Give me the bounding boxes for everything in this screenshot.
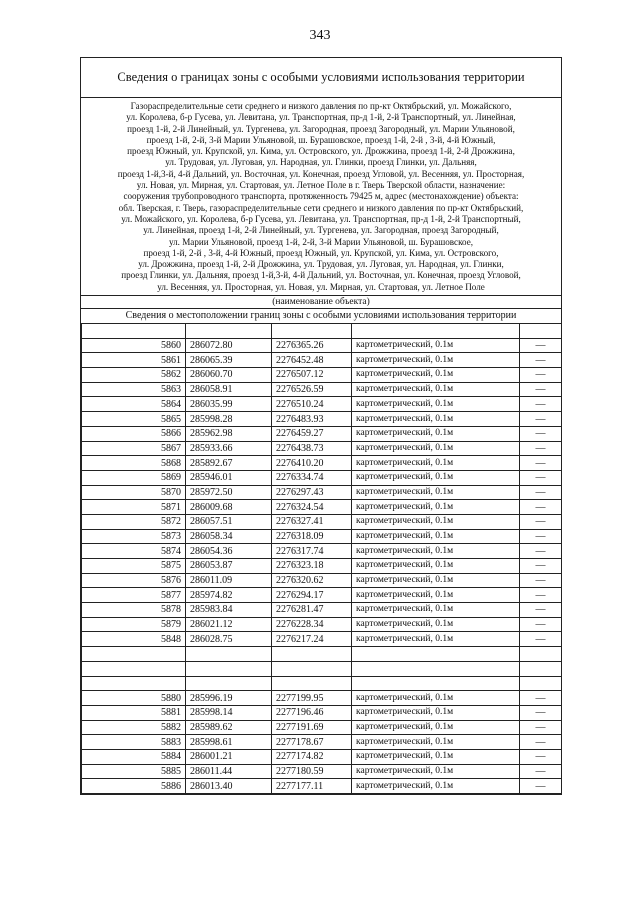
- y-coordinate-cell: 2276510.24: [272, 397, 352, 412]
- point-number-cell: 5879: [82, 617, 186, 632]
- x-coordinate-cell: 286021.12: [186, 617, 272, 632]
- y-coordinate-cell: 2276327.41: [272, 514, 352, 529]
- method-cell: картометрический, 0.1м: [352, 338, 520, 353]
- blank-row: [82, 647, 562, 662]
- accuracy-mark-cell: —: [520, 368, 562, 383]
- method-cell: [352, 676, 520, 691]
- point-number-cell: 5861: [82, 353, 186, 368]
- table-row: [82, 485, 562, 500]
- x-coordinate-cell: 285946.01: [186, 470, 272, 485]
- y-coordinate-cell: 2276483.93: [272, 412, 352, 427]
- description-line: Газораспределительные сети среднего и низкого давления по пр-кт Октябрьский, ул. Можайского,: [130, 101, 512, 111]
- method-cell: картометрический, 0.1м: [352, 691, 520, 706]
- x-coordinate-cell: [186, 647, 272, 662]
- table-row: [82, 441, 562, 456]
- point-number-cell: 5874: [82, 544, 186, 559]
- description-line: обл. Тверская, г. Тверь, газораспределительные сети среднего и низкого давления по пр-кт Октябрьский,: [118, 202, 524, 213]
- method-cell: картометрический, 0.1м: [352, 617, 520, 632]
- x-coordinate-cell: 286058.91: [186, 382, 272, 397]
- y-coordinate-cell: 2276297.43: [272, 485, 352, 500]
- object-name-caption: (наименование объекта): [81, 295, 561, 308]
- point-number-cell: 5872: [82, 514, 186, 529]
- table-row: [82, 529, 562, 544]
- method-cell: картометрический, 0.1м: [352, 368, 520, 383]
- y-coordinate-cell: 2276323.18: [272, 559, 352, 574]
- y-coordinate-cell: 2276507.12: [272, 368, 352, 383]
- point-number-cell: 5868: [82, 456, 186, 471]
- y-coordinate-cell: [272, 647, 352, 662]
- table-row: [82, 764, 562, 779]
- accuracy-mark-cell: —: [520, 559, 562, 574]
- accuracy-mark-cell: —: [520, 691, 562, 706]
- x-coordinate-cell: 286054.36: [186, 544, 272, 559]
- table-row: [82, 456, 562, 471]
- method-cell: картометрический, 0.1м: [352, 485, 520, 500]
- y-coordinate-cell: 2276324.54: [272, 500, 352, 515]
- point-number-cell: 5865: [82, 412, 186, 427]
- method-cell: картометрический, 0.1м: [352, 470, 520, 485]
- x-coordinate-cell: 286028.75: [186, 632, 272, 647]
- point-number-cell: 5875: [82, 559, 186, 574]
- y-coordinate-cell: 2277196.46: [272, 705, 352, 720]
- y-coordinate-cell: 2277191.69: [272, 720, 352, 735]
- method-cell: [352, 324, 520, 339]
- x-coordinate-cell: 285998.28: [186, 412, 272, 427]
- x-coordinate-cell: 286065.39: [186, 353, 272, 368]
- point-number-cell: 5862: [82, 368, 186, 383]
- accuracy-mark-cell: [520, 661, 562, 676]
- y-coordinate-cell: 2277178.67: [272, 735, 352, 750]
- y-coordinate-cell: 2276334.74: [272, 470, 352, 485]
- point-number-cell: 5869: [82, 470, 186, 485]
- point-number-cell: 5864: [82, 397, 186, 412]
- accuracy-mark-cell: —: [520, 514, 562, 529]
- method-cell: картометрический, 0.1м: [352, 603, 520, 618]
- accuracy-mark-cell: —: [520, 485, 562, 500]
- accuracy-mark-cell: —: [520, 382, 562, 397]
- method-cell: картометрический, 0.1м: [352, 529, 520, 544]
- method-cell: картометрический, 0.1м: [352, 588, 520, 603]
- method-cell: картометрический, 0.1м: [352, 456, 520, 471]
- location-heading: Сведения о местоположении границ зоны с особыми условиями использования территории: [81, 308, 561, 323]
- point-number-cell: 5884: [82, 749, 186, 764]
- accuracy-mark-cell: —: [520, 779, 562, 794]
- method-cell: картометрический, 0.1м: [352, 779, 520, 794]
- accuracy-mark-cell: —: [520, 720, 562, 735]
- point-number-cell: [82, 647, 186, 662]
- description-line: ул. Линейная, проезд 1-й, 2-й Линейный, ул. Тургенева, ул. Загородная, проезд Загородный,: [143, 225, 499, 236]
- point-number-cell: [82, 661, 186, 676]
- x-coordinate-cell: 286057.51: [186, 514, 272, 529]
- point-number-cell: [82, 676, 186, 691]
- method-cell: картометрический, 0.1м: [352, 632, 520, 647]
- table-row: [82, 720, 562, 735]
- point-number-cell: 5880: [82, 691, 186, 706]
- x-coordinate-cell: 286009.68: [186, 500, 272, 515]
- table-row: [82, 749, 562, 764]
- y-coordinate-cell: 2276365.26: [272, 338, 352, 353]
- x-coordinate-cell: 286011.09: [186, 573, 272, 588]
- description-line: ул. Можайского, ул. Королева, б-р Гусева, ул. Левитана, ул. Транспортная, пр-д 1-й, 2-й Транспортный,: [121, 213, 521, 224]
- description-line: ул. Марии Ульяновой, проезд 1-й, 2-й, 3-й Марии Ульяновой, ш. Бурашовское,: [168, 236, 474, 247]
- description-line: ул. Новая, ул. Мирная, ул. Стартовая, ул. Летное Поле в г. Тверь Тверской области, назначение:: [136, 180, 506, 191]
- point-number-cell: 5867: [82, 441, 186, 456]
- x-coordinate-cell: 285998.61: [186, 735, 272, 750]
- accuracy-mark-cell: —: [520, 470, 562, 485]
- accuracy-mark-cell: —: [520, 632, 562, 647]
- accuracy-mark-cell: —: [520, 456, 562, 471]
- point-number-cell: 5881: [82, 705, 186, 720]
- point-number-cell: 5883: [82, 735, 186, 750]
- table-row: [82, 412, 562, 427]
- point-number-cell: 5871: [82, 500, 186, 515]
- table-row: [82, 544, 562, 559]
- x-coordinate-cell: 285974.82: [186, 588, 272, 603]
- y-coordinate-cell: 2276281.47: [272, 603, 352, 618]
- table-row: [82, 426, 562, 441]
- method-cell: картометрический, 0.1м: [352, 544, 520, 559]
- y-coordinate-cell: 2277177.11: [272, 779, 352, 794]
- point-number-cell: 5886: [82, 779, 186, 794]
- accuracy-mark-cell: —: [520, 749, 562, 764]
- accuracy-mark-cell: [520, 324, 562, 339]
- table-row: [82, 397, 562, 412]
- x-coordinate-cell: 285933.66: [186, 441, 272, 456]
- method-cell: [352, 647, 520, 662]
- description-line: проезд 1-й, 2-й , 3-й, 4-й Южный, проезд Южный, ул. Крупской, ул. Кима, ул. Островского,: [143, 247, 499, 258]
- y-coordinate-cell: 2277174.82: [272, 749, 352, 764]
- x-coordinate-cell: [186, 676, 272, 691]
- method-cell: картометрический, 0.1м: [352, 735, 520, 750]
- x-coordinate-cell: [186, 324, 272, 339]
- method-cell: картометрический, 0.1м: [352, 441, 520, 456]
- x-coordinate-cell: 286072.80: [186, 338, 272, 353]
- y-coordinate-cell: 2276320.62: [272, 573, 352, 588]
- accuracy-mark-cell: —: [520, 412, 562, 427]
- blank-row: [82, 324, 562, 339]
- accuracy-mark-cell: —: [520, 426, 562, 441]
- x-coordinate-cell: 285998.14: [186, 705, 272, 720]
- description-line: ул. Королева, б-р Гусева, ул. Левитана, ул. Транспортная, пр-д 1-й, 2-й Транспортный, ул. Линейная,: [126, 112, 516, 123]
- table-row: [82, 382, 562, 397]
- blank-row: [82, 661, 562, 676]
- method-cell: картометрический, 0.1м: [352, 559, 520, 574]
- accuracy-mark-cell: —: [520, 397, 562, 412]
- accuracy-mark-cell: —: [520, 573, 562, 588]
- point-number-cell: 5860: [82, 338, 186, 353]
- table-row: [82, 617, 562, 632]
- point-number-cell: 5878: [82, 603, 186, 618]
- table-row: [82, 500, 562, 515]
- x-coordinate-cell: 286013.40: [186, 779, 272, 794]
- y-coordinate-cell: 2276452.48: [272, 353, 352, 368]
- y-coordinate-cell: [272, 676, 352, 691]
- x-coordinate-cell: 286053.87: [186, 559, 272, 574]
- table-row: [82, 603, 562, 618]
- x-coordinate-cell: 285983.84: [186, 603, 272, 618]
- accuracy-mark-cell: —: [520, 588, 562, 603]
- x-coordinate-cell: 286001.21: [186, 749, 272, 764]
- table-row: [82, 338, 562, 353]
- accuracy-mark-cell: —: [520, 441, 562, 456]
- point-number-cell: 5863: [82, 382, 186, 397]
- method-cell: картометрический, 0.1м: [352, 749, 520, 764]
- coordinates-table: [81, 323, 562, 794]
- method-cell: картометрический, 0.1м: [352, 764, 520, 779]
- x-coordinate-cell: 285972.50: [186, 485, 272, 500]
- table-row: [82, 353, 562, 368]
- table-row: [82, 588, 562, 603]
- object-description: [81, 98, 561, 293]
- x-coordinate-cell: 286035.99: [186, 397, 272, 412]
- y-coordinate-cell: [272, 661, 352, 676]
- x-coordinate-cell: 285996.19: [186, 691, 272, 706]
- method-cell: картометрический, 0.1м: [352, 382, 520, 397]
- method-cell: картометрический, 0.1м: [352, 412, 520, 427]
- table-row: [82, 559, 562, 574]
- method-cell: картометрический, 0.1м: [352, 705, 520, 720]
- point-number-cell: 5876: [82, 573, 186, 588]
- point-number-cell: 5885: [82, 764, 186, 779]
- description-line: проезд 1-й, 2-й Линейный, ул. Тургенева, ул. Загородная, проезд Загородный, ул. Марии Ульяновой,: [127, 123, 515, 134]
- method-cell: картометрический, 0.1м: [352, 353, 520, 368]
- x-coordinate-cell: 286058.34: [186, 529, 272, 544]
- x-coordinate-cell: 285989.62: [186, 720, 272, 735]
- y-coordinate-cell: 2276438.73: [272, 441, 352, 456]
- point-number-cell: 5882: [82, 720, 186, 735]
- accuracy-mark-cell: —: [520, 617, 562, 632]
- accuracy-mark-cell: —: [520, 338, 562, 353]
- x-coordinate-cell: 285892.67: [186, 456, 272, 471]
- table-row: [82, 779, 562, 794]
- table-row: [82, 632, 562, 647]
- description-line: проезд Глинки, ул. Дальняя, проезд 1-й,3-й, 4-й Дальний, ул. Восточная, ул. Конечная, проезд Угловой,: [121, 270, 521, 281]
- description-line: проезд 1-й, 2-й, 3-й Марии Ульяновой, ш. Бурашовское, проезд 1-й, 2-й , 3-й, 4-й Южный,: [146, 134, 496, 145]
- blank-row: [82, 676, 562, 691]
- accuracy-mark-cell: [520, 647, 562, 662]
- accuracy-mark-cell: —: [520, 529, 562, 544]
- y-coordinate-cell: 2276294.17: [272, 588, 352, 603]
- point-number-cell: 5866: [82, 426, 186, 441]
- accuracy-mark-cell: —: [520, 500, 562, 515]
- y-coordinate-cell: 2276318.09: [272, 529, 352, 544]
- point-number-cell: 5870: [82, 485, 186, 500]
- accuracy-mark-cell: —: [520, 735, 562, 750]
- description-line: проезд Южный, ул. Крупской, ул. Кима, ул. Островского, ул. Дрожжина, проезд 1-й, 2-й Дрожжина,: [127, 146, 515, 157]
- accuracy-mark-cell: —: [520, 544, 562, 559]
- y-coordinate-cell: 2277199.95: [272, 691, 352, 706]
- y-coordinate-cell: 2276228.34: [272, 617, 352, 632]
- y-coordinate-cell: 2276217.24: [272, 632, 352, 647]
- table-row: [82, 470, 562, 485]
- y-coordinate-cell: [272, 324, 352, 339]
- accuracy-mark-cell: —: [520, 705, 562, 720]
- accuracy-mark-cell: —: [520, 764, 562, 779]
- table-row: [82, 691, 562, 706]
- method-cell: картометрический, 0.1м: [352, 397, 520, 412]
- document-title: Сведения о границах зоны с особыми условиями использования территории: [81, 58, 561, 98]
- y-coordinate-cell: 2276317.74: [272, 544, 352, 559]
- x-coordinate-cell: 286011.44: [186, 764, 272, 779]
- x-coordinate-cell: [186, 661, 272, 676]
- description-line: проезд 1-й,3-й, 4-й Дальний, ул. Восточная, ул. Конечная, проезд Угловой, ул. Весенняя, ул. Просторная,: [117, 168, 525, 179]
- point-number-cell: 5873: [82, 529, 186, 544]
- accuracy-mark-cell: [520, 676, 562, 691]
- description-line: ул. Весенняя, ул. Просторная, ул. Новая, ул. Мирная, ул. Стартовая, ул. Летное Поле: [157, 281, 485, 292]
- method-cell: картометрический, 0.1м: [352, 514, 520, 529]
- table-row: [82, 705, 562, 720]
- point-number-cell: 5848: [82, 632, 186, 647]
- point-number-cell: [82, 324, 186, 339]
- y-coordinate-cell: 2276526.59: [272, 382, 352, 397]
- y-coordinate-cell: 2277180.59: [272, 764, 352, 779]
- page-number: 343: [309, 28, 331, 43]
- x-coordinate-cell: 286060.70: [186, 368, 272, 383]
- point-number-cell: 5877: [82, 588, 186, 603]
- method-cell: [352, 661, 520, 676]
- accuracy-mark-cell: —: [520, 353, 562, 368]
- table-row: [82, 368, 562, 383]
- description-line: ул. Дрожжина, проезд 1-й, 2-й Дрожжина, ул. Трудовая, ул. Луговая, ул. Народная, ул. Глинки,: [138, 259, 504, 270]
- method-cell: картометрический, 0.1м: [352, 573, 520, 588]
- description-line: ул. Трудовая, ул. Луговая, ул. Народная, ул. Глинки, проезд Глинки, ул. Дальняя,: [165, 157, 477, 168]
- method-cell: картометрический, 0.1м: [352, 500, 520, 515]
- y-coordinate-cell: 2276459.27: [272, 426, 352, 441]
- zone-info-table: [80, 57, 562, 795]
- table-row: [82, 735, 562, 750]
- accuracy-mark-cell: —: [520, 603, 562, 618]
- y-coordinate-cell: 2276410.20: [272, 456, 352, 471]
- table-row: [82, 514, 562, 529]
- table-row: [82, 573, 562, 588]
- x-coordinate-cell: 285962.98: [186, 426, 272, 441]
- method-cell: картометрический, 0.1м: [352, 720, 520, 735]
- method-cell: картометрический, 0.1м: [352, 426, 520, 441]
- description-line: сооружения трубопроводного транспорта, протяженность 79425 м, адрес (местонахождение) объекта:: [123, 191, 519, 202]
